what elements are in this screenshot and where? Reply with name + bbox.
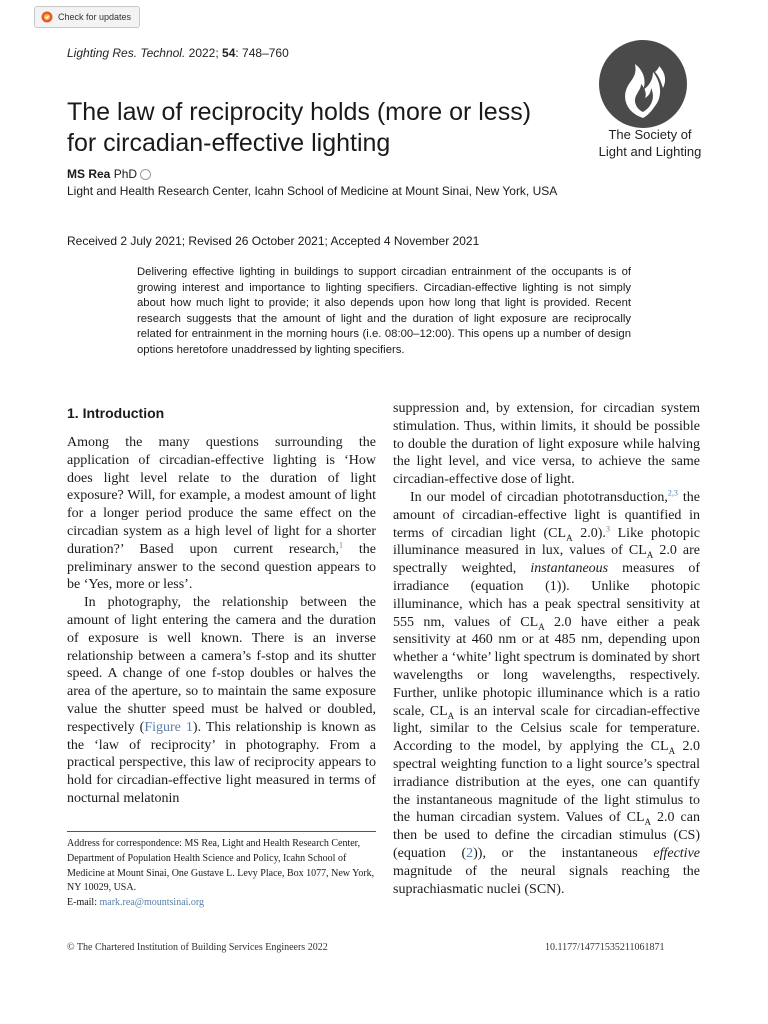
check-for-updates-button[interactable] bbox=[34, 6, 140, 28]
right-paragraph-1: suppression and, by extension, for circadian system stimulation. Thus, within limits, it should be possible to double the duration of light exposure while halving the light level, and vice versa, to achieve the same circadian-effective dose of light. bbox=[393, 401, 700, 488]
title-line1: The law of reciprocity holds (more or less) bbox=[67, 98, 532, 126]
check-for-updates-label: Check for updates bbox=[58, 12, 132, 22]
title-line2: for circadian-effective lighting bbox=[67, 129, 391, 157]
right-p2-text-f: measures of irradiance (equation (1)). Unlike photopic illuminance, which has a peak spectral sensitivity at 555 nm, values of CL bbox=[393, 561, 700, 630]
intro-p1-text-end: the preliminary answer to the second question appears to be ‘Yes, more or less’. bbox=[67, 541, 377, 593]
intro-p2-text-end: ). This relationship is known as the ‘law of reciprocity’ in photography. From a practical perspective, this law of reciprocity appears to hold for circadian-effective light measured in terms of nocturnal melatonin bbox=[67, 719, 377, 806]
right-p2-text-b: the amount of circadian-effective light is quantified in terms of circadian light (CL bbox=[393, 489, 700, 541]
right-p2-text-i: 2.0 spectral weighting function to a light source’s spectral irradiance distribution at the eyes, one can quantify the instantaneous magnitude of the light stimulus to the human circadian system. Values of CL bbox=[393, 739, 701, 826]
equation-2-link[interactable]: 2 bbox=[466, 845, 474, 861]
author-degree: PhD bbox=[113, 167, 138, 181]
right-p2-text-e: 2.0 are spectrally weighted, bbox=[393, 543, 700, 577]
journal-pages: : 748–760 bbox=[235, 46, 289, 60]
subscript-a: A bbox=[668, 745, 676, 756]
section-heading-introduction: 1. Introduction bbox=[67, 405, 165, 421]
right-p2-text-g: 2.0 have either a peak sensitivity at 460 nm or at 485 nm, depending upon whether a ‘white’ light spectrum is dominated by short wavelengths or long wavelengths, respectively. Further, unlike photopic illuminance which is a ratio scale, CL bbox=[393, 614, 700, 719]
intro-paragraph-2 bbox=[67, 594, 376, 808]
society-name bbox=[590, 126, 710, 160]
intro-p1-text: Among the many questions surrounding the application of circadian-effective lighting is ‘How does light level relate to the duration of light exposure? Will, for example, a modest amount of light for a longer period produce the same effect on the circadian system as a high level of light for a shorter duration?’ Based upon current research, bbox=[67, 435, 376, 557]
flame-logo-icon bbox=[599, 40, 687, 128]
subscript-a: A bbox=[644, 817, 652, 828]
orcid-icon[interactable] bbox=[140, 169, 151, 180]
doi-text[interactable]: 10.1177/14771535211061871 bbox=[545, 942, 665, 953]
intro-p2-text: In photography, the relationship between the amount of light entering the camera and the duration of exposure is well known. There is an inverse relationship between a camera’s f-stop and its shutter speed. A change of one f-stop doubles or halves the area of the aperture, so to maintain the same exposure value the shutter speed must be halved or doubled, respectively ( bbox=[67, 595, 376, 735]
email-link[interactable]: mark.rea@mountsinai.org bbox=[99, 897, 205, 909]
italic-effective: effective bbox=[653, 845, 701, 861]
author-name: MS Rea bbox=[67, 167, 111, 181]
email-label: E-mail: bbox=[67, 897, 100, 909]
abstract: Delivering effective lighting in buildings to support circadian entrainment of the occupants is of growing interest and importance to lighting specifiers. Circadian-effective lighting is not simply about how much light to provide; it also depends upon how long that light is provided. Recent research suggests that the amount of light and the duration of light exposure are reciprocally related for entrainment in the morning hours (i.e. 08:00–12:00). This opens up a number of design options heretofore unaddressed by lighting specifiers. bbox=[137, 266, 631, 356]
correspondence-footnote bbox=[67, 831, 376, 911]
journal-citation bbox=[67, 46, 289, 60]
right-column bbox=[393, 400, 700, 898]
journal-name: Lighting Res. Technol. bbox=[67, 46, 186, 60]
copyright-notice: © The Chartered Institution of Building Services Engineers 2022 bbox=[67, 942, 328, 953]
submission-dates: Received 2 July 2021; Revised 26 October 2021; Accepted 4 November 2021 bbox=[67, 234, 480, 248]
subscript-a: A bbox=[566, 532, 573, 543]
citation-ref-3[interactable]: 3 bbox=[605, 523, 610, 533]
right-p2-text-k: )), or the instantaneous bbox=[473, 845, 654, 861]
left-column bbox=[67, 400, 376, 808]
author-affiliation: Light and Health Research Center, Icahn School of Medicine at Mount Sinai, New York, USA bbox=[67, 184, 558, 198]
right-p2-text-l: magnitude of the neural signals reaching the suprachiasmatic nuclei (SCN). bbox=[393, 863, 700, 897]
subscript-a: A bbox=[646, 550, 654, 561]
author-line bbox=[67, 167, 151, 181]
right-p2-text-c: 2.0). bbox=[572, 525, 606, 541]
right-p2-text-d: Like photopic illuminance measured in lux, values of CL bbox=[393, 525, 700, 559]
figure-1-link[interactable]: Figure 1 bbox=[144, 719, 193, 735]
right-p2-text-j: 2.0 can then be used to define the circadian stimulus (CS) (equation ( bbox=[393, 810, 700, 861]
journal-volume: 54 bbox=[222, 46, 236, 60]
paper-title bbox=[67, 97, 587, 159]
correspondence-text: Address for correspondence: MS Rea, Light and Health Research Center, Department of Population Health Science and Policy, Icahn School of Medicine at Mount Sinai, One Gustave L. Levy Place, Box 1077, New York, NY 10029, USA. bbox=[67, 838, 375, 894]
right-p2-text-h: is an interval scale for circadian-effective light, similar to the Celsius scale for temperature. According to the model, by applying the CL bbox=[393, 703, 701, 755]
citation-ref-1[interactable]: 1 bbox=[339, 540, 344, 550]
check-updates-icon bbox=[41, 11, 53, 23]
right-p2-text-a: In our model of circadian phototransduction, bbox=[410, 489, 668, 505]
citation-ref-2-3[interactable]: 2,3 bbox=[667, 488, 678, 498]
intro-paragraph-1 bbox=[67, 434, 376, 594]
society-name-line2: Light and Lighting bbox=[598, 144, 702, 159]
journal-year: 2022; bbox=[188, 46, 219, 60]
society-name-line1: The Society of bbox=[608, 127, 692, 142]
subscript-a: A bbox=[538, 621, 545, 632]
right-paragraph-2 bbox=[393, 489, 700, 898]
italic-instantaneous: instantaneous bbox=[530, 561, 609, 577]
subscript-a: A bbox=[447, 710, 455, 721]
